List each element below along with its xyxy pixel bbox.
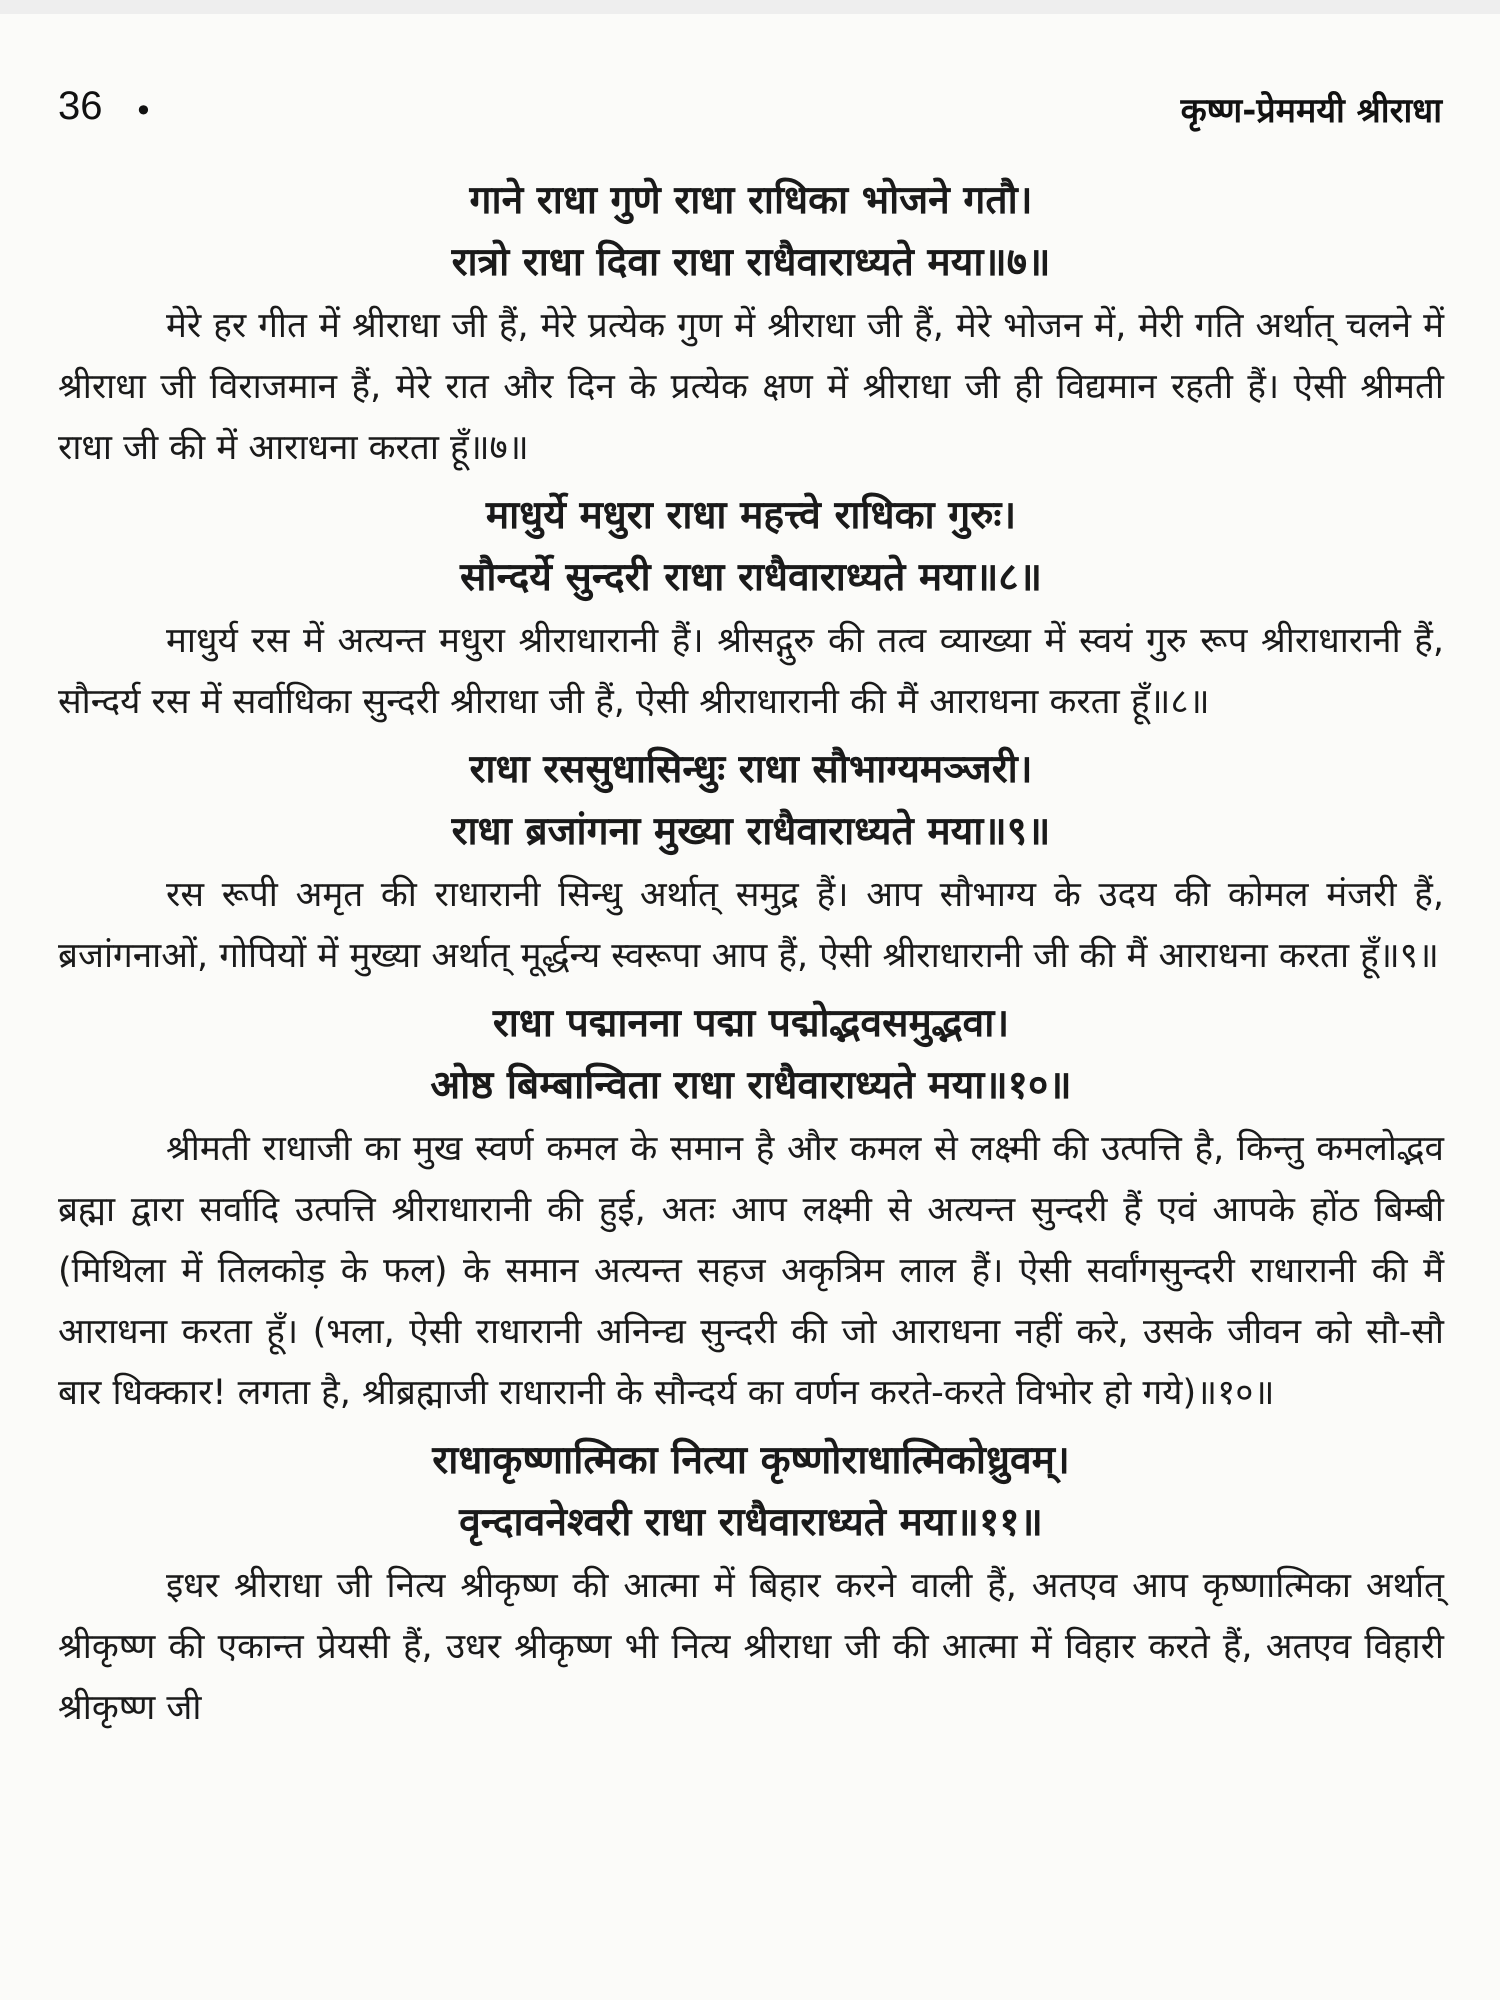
page-number: 36 (58, 84, 103, 128)
translation-paragraph: मेरे हर गीत में श्रीराधा जी हैं, मेरे प्रत्येक गुण में श्रीराधा जी हैं, मेरे भोजन में, मेरी गति अर्थात् चलने में श्रीराधा जी विराजमान हैं, मेरे रात और दिन के प्रत्येक क्षण में श्रीराधा जी ही विद्यमान रहती हैं। ऐसी श्रीमती राधा जी की में आराधना करता हूँ॥७॥ (58, 306, 1444, 468)
verse-line: सौन्दर्ये सुन्दरी राधा राधैवाराध्यते मया॥८॥ (460, 555, 1042, 600)
shloka-section-7 (58, 170, 1444, 479)
translation-paragraph: इधर श्रीराधा जी नित्य श्रीकृष्ण की आत्मा में बिहार करने वाली हैं, अतएव आप कृष्णात्मिका अर्थात् श्रीकृष्ण की एकान्त प्रेयसी हैं, उधर श्रीकृष्ण भी नित्य श्रीराधा जी की आत्मा में विहार करते हैं, अतएव विहारी श्रीकृष्ण जी (58, 1566, 1444, 1728)
verse-line: राधाकृष्णात्मिका नित्या कृष्णोराधात्मिकोध्रुवम्। (432, 1438, 1070, 1483)
verse-line: रात्रो राधा दिवा राधा राधैवाराध्यते मया॥७॥ (451, 240, 1051, 285)
page-body (58, 170, 1444, 1745)
translation-paragraph: श्रीमती राधाजी का मुख स्वर्ण कमल के समान है और कमल से लक्ष्मी की उत्पत्ति है, किन्तु कमलोद्भव ब्रह्मा द्वारा सर्वादि उत्पत्ति श्रीराधारानी की हुई, अतः आप लक्ष्मी से अत्यन्त सुन्दरी हैं एवं आपके होंठ बिम्बी (मिथिला में तिलकोड़ के फल) के समान अत्यन्त सहज अकृत्रिम लाल हैं। ऐसी सर्वांगसुन्दरी राधारानी की मैं आराधना करता हूँ। (भला, ऐसी राधारानी अनिन्द्य सुन्दरी की जो आराधना नहीं करे, उसके जीवन को सौ-सौ बार धिक्कार! लगता है, श्रीब्रह्माजी राधारानी के सौन्दर्य का वर्णन करते-करते विभोर हो गये)॥१०॥ (58, 1129, 1444, 1413)
verse-block (58, 485, 1444, 609)
page-header (58, 84, 1442, 144)
scan-edge (0, 0, 1500, 14)
shloka-section-11 (58, 1430, 1444, 1739)
verse-line: वृन्दावनेश्वरी राधा राधैवाराध्यते मया॥११॥ (459, 1500, 1043, 1545)
verse-line: राधा ब्रजांगना मुख्या राधैवाराध्यते मया॥९॥ (451, 809, 1051, 854)
bullet-dot: • (134, 92, 153, 130)
verse-line: राधा पद्मानना पद्मा पद्मोद्भवसमुद्भवा। (492, 1001, 1010, 1046)
shloka-section-9 (58, 739, 1444, 987)
translation-paragraph: माधुर्य रस में अत्यन्त मधुरा श्रीराधारानी हैं। श्रीसद्गुरु की तत्व व्याख्या में स्वयं गुरु रूप श्रीराधारानी हैं, सौन्दर्य रस में सर्वाधिका सुन्दरी श्रीराधा जी हैं, ऐसी श्रीराधारानी की मैं आराधना करता हूँ॥८॥ (58, 621, 1444, 722)
verse-line: राधा रससुधासिन्धुः राधा सौभाग्यमञ्जरी। (469, 747, 1033, 792)
translation-paragraph: रस रूपी अमृत की राधारानी सिन्धु अर्थात् समुद्र हैं। आप सौभाग्य के उदय की कोमल मंजरी हैं, ब्रजांगनाओं, गोपियों में मुख्या अर्थात् मूर्द्धन्य स्वरूपा आप हैं, ऐसी श्रीराधारानी जी की मैं आराधना करता हूँ॥९॥ (58, 875, 1444, 976)
verse-block (58, 993, 1444, 1117)
running-title: कृष्ण-प्रेममयी श्रीराधा (1180, 91, 1442, 131)
verse-block (58, 1430, 1444, 1554)
verse-line: माधुर्ये मधुरा राधा महत्त्वे राधिका गुरुः। (485, 493, 1017, 538)
shloka-section-10 (58, 993, 1444, 1424)
verse-line: ओष्ठ बिम्बान्विता राधा राधैवाराध्यते मया॥१०॥ (430, 1063, 1072, 1108)
verse-line: गाने राधा गुणे राधा राधिका भोजने गतौ। (469, 178, 1033, 223)
verse-block (58, 739, 1444, 863)
shloka-section-8 (58, 485, 1444, 733)
verse-block (58, 170, 1444, 294)
